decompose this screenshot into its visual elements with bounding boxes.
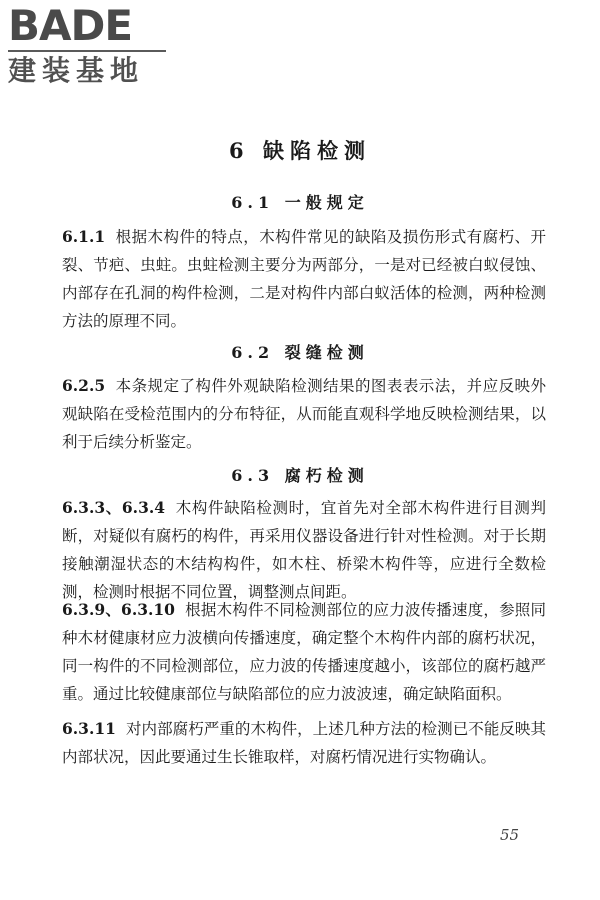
logo-subtitle: 建装基地	[8, 54, 145, 87]
clause-number: 6.3.3、6.3.4	[62, 498, 166, 517]
logo	[8, 1, 178, 87]
paragraph-6-3-9	[62, 596, 546, 708]
section-title-6-1: 6.1 一般规定	[231, 193, 369, 212]
section-title-6-3: 6.3 腐朽检测	[231, 466, 369, 485]
clause-number: 6.3.11	[62, 719, 116, 738]
chapter-title: 6 缺陷检测	[229, 138, 371, 163]
clause-number: 6.3.9、6.3.10	[62, 600, 175, 619]
clause-number: 6.2.5	[62, 376, 106, 395]
page-number: 55	[500, 826, 520, 844]
clause-text: 对内部腐朽严重的木构件，上述几种方法的检测已不能反映其内部状况，因此要通过生长锥取样，对腐朽情况进行实物确认。	[62, 720, 546, 766]
clause-number: 6.1.1	[62, 227, 106, 246]
logo-divider	[8, 50, 166, 52]
clause-text: 根据木构件的特点，木构件常见的缺陷及损伤形式有腐朽、开裂、节疤、虫蛀。虫蛀检测主要分为两部分，一是对已经被白蚁侵蚀、内部存在孔洞的构件检测，二是对构件内部白蚁活体的检测，两种检测方法的原理不同。	[62, 228, 546, 330]
paragraph-6-3-3	[62, 494, 546, 606]
clause-text: 木构件缺陷检测时，宜首先对全部木构件进行目测判断，对疑似有腐朽的构件，再采用仪器设备进行针对性检测。对于长期接触潮湿状态的木结构构件，如木柱、桥梁木构件等，应进行全数检测，检测时根据不同位置，调整测点间距。	[62, 499, 546, 601]
clause-text: 本条规定了构件外观缺陷检测结果的图表表示法，并应反映外观缺陷在受检范围内的分布特征，从而能直观科学地反映检测结果，以利于后续分析鉴定。	[62, 377, 546, 451]
clause-text: 根据木构件不同检测部位的应力波传播速度，参照同种木材健康材应力波横向传播速度，确定整个木构件内部的腐朽状况，同一构件的不同检测部位，应力波的传播速度越小，该部位的腐朽越严重。通过比较健康部位与缺陷部位的应力波波速，确定缺陷面积。	[62, 601, 546, 703]
section-title-6-2: 6.2 裂缝检测	[231, 343, 369, 362]
logo-wordmark: BADE	[8, 1, 133, 50]
paragraph-6-2-5	[62, 372, 546, 456]
paragraph-6-1-1	[62, 223, 546, 335]
paragraph-6-3-11	[62, 715, 546, 771]
